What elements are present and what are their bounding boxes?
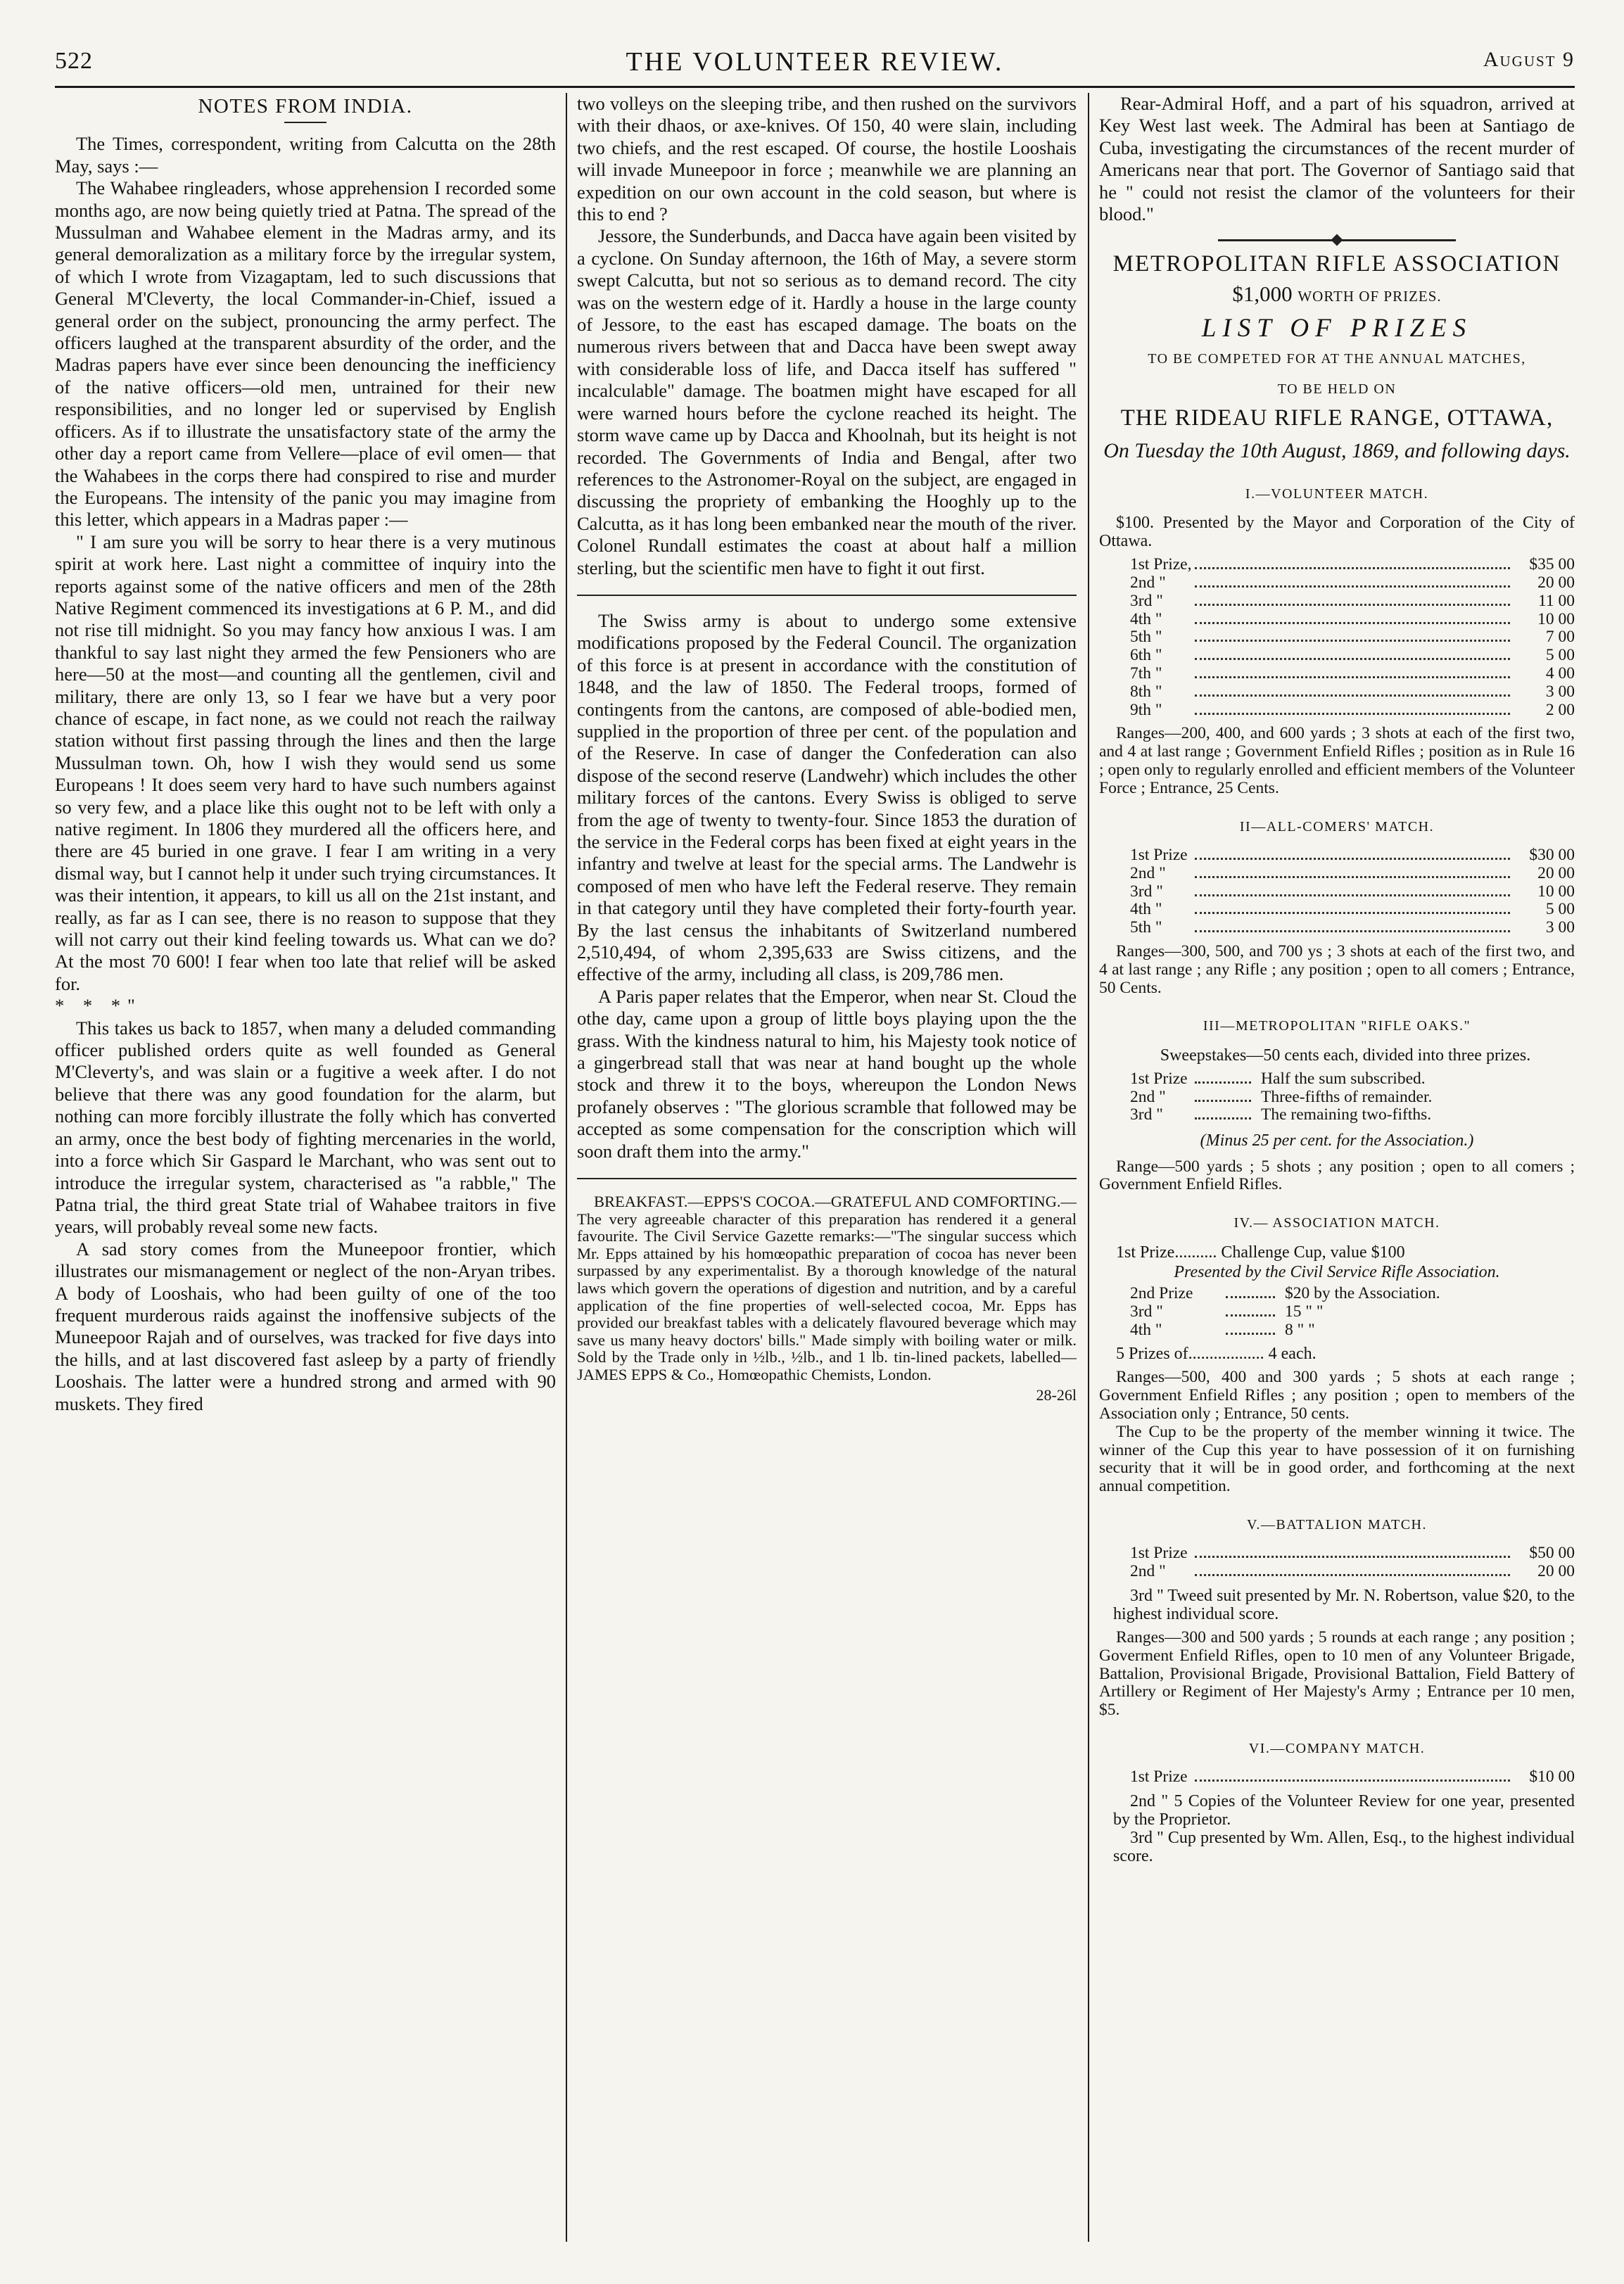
prize-row [1130, 919, 1575, 937]
prize-label: 6th " [1130, 646, 1162, 665]
prize-value: Half the sum subscribed. [1261, 1069, 1426, 1088]
match-rules: The Cup to be the property of the member winning it twice. The winner of the Cup this year to have possession of it on furnishing security that it will be in good order, and forthcoming at the next annual competition. [1099, 1422, 1575, 1496]
columns [55, 93, 1575, 2242]
prize-value: 10 00 [1537, 882, 1575, 901]
paragraph: Jessore, the Sunderbunds, and Dacca have again been visited by a cyclone. On Sunday afternoon, the 16th of May, a severe storm swept Calcutta, but not so serious as to demand record. The city was on the western edge of it. Hardly a house in the large county of Jessore, to the east has escaped damage. The boats on the numerous rivers between that and Dacca have been swept away with considerable loss of life, and Dacca itself has suffered " incalculable" damage. The boatmen might have escaped for all were warned hours before the cyclone reached its height. The storm wave came up by Dacca and Khoolnah, but its height is not recorded. The Governments of India and Bengal, after two references to the Astronomer-Royal on the subject, are engaged in discussing the propriety of embanking the Hooghly up to the Calcutta, as it has long been embanked near the mouth of the river. Colonel Rundall estimates the coast at about half a million sterling, but the scientific men have to fight it out first. [577, 225, 1077, 578]
prize-value: Three-fifths of remainder. [1261, 1087, 1433, 1106]
prize-row [1130, 592, 1575, 611]
prize-label: 5th " [1130, 918, 1162, 937]
prize-label: 3rd " [1130, 1302, 1163, 1321]
prize-value: $30 00 [1529, 846, 1575, 865]
prize-row [1130, 1106, 1575, 1124]
ornamental-rule [1099, 234, 1575, 246]
prize-row [1130, 683, 1575, 702]
prize-row [1130, 865, 1575, 883]
prize-label: 4th " [1130, 609, 1162, 628]
leader-dots [1226, 1296, 1275, 1298]
paragraph: A Paris paper relates that the Emperor, when near St. Cloud the othe day, came upon a group of little boys playing upon the the grass. With the kindness natural to him, his Majesty took notice of a gingerbread stall that was near at hand bought up the whole stock and threw it to the boys, whereupon the London News profanely observes : "The glorious scramble that followed may be accepted as some compensation for the conscription which will soon draft them into the army." [577, 985, 1077, 1162]
article-title: NOTES FROM INDIA. [198, 95, 413, 118]
page-number: 522 [55, 48, 93, 74]
prize-label: 2nd " [1130, 1087, 1166, 1106]
prize-row [1130, 702, 1575, 720]
prize-value: $50 00 [1529, 1544, 1575, 1563]
match-note: (Minus 25 per cent. for the Association.) [1200, 1131, 1474, 1150]
leader-dots [1195, 1100, 1251, 1102]
prize-worth [1099, 283, 1575, 307]
masthead-title: THE VOLUNTEER REVIEW. [626, 47, 1004, 77]
prize-line: 2nd " 5 Copies of the Volunteer Review for one year, presented by the Proprietor. [1113, 1792, 1575, 1829]
prize-amount: $1,000 [1232, 281, 1293, 306]
leader-dots [1195, 694, 1510, 697]
leader-dots [1195, 1779, 1510, 1782]
prize-value: 20 00 [1537, 863, 1575, 882]
match-rules: Ranges—500, 400 and 300 yards ; 5 shots at each range ; Government Enfield Rifles ; any position ; open to members of the Association only ; Entrance, 50 cents. [1099, 1368, 1575, 1423]
association-heading: METROPOLITAN RIFLE ASSOCIATION [1112, 251, 1561, 277]
prize-label: 1st Prize [1130, 1069, 1188, 1088]
column-rule [1088, 93, 1089, 2242]
prize-line: 3rd " Cup presented by Wm. Allen, Esq., to the highest individual score. [1113, 1829, 1575, 1866]
prize-label: 3rd " [1130, 882, 1163, 901]
paragraph: The Swiss army is about to undergo some extensive modifications proposed by the Federal Council. The organization of this force is at present in accordance with the constitution of 1848, and the law of 1850. The Federal troops, formed of contingents from the cantons, are composed of able-bodied men, supplied in the proportion of three per cent. of the population and of the Reserve. In case of danger the Confederation can also dispose of the second reserve (Landwehr) which includes the other military forces of the cantons. Every Swiss is obliged to serve from the age of twenty to twenty-four. Since 1853 the duration of the service in the Federal corps has been fixed at eight years in the infantry and twelve at least for the special arms. The Landwehr is composed of men who have left the Federal reserve. They remain in that category until they have completed their forty-fourth year. By the last census the inhabitants of Switzerland numbered 2,510,494, of whom 2,395,633 are Swiss citizens, and the effective of the army, including all class, is 209,786 men. [577, 609, 1077, 985]
prize-line: 1st Prize.......... Challenge Cup, value $100 [1116, 1243, 1405, 1262]
match-title: II—ALL-COMERS' MATCH. [1239, 818, 1435, 835]
prize-row [1130, 628, 1575, 647]
leader-dots [1195, 622, 1510, 624]
prize-label: 2nd " [1130, 573, 1166, 592]
paragraph: two volleys on the sleeping tribe, and then rushed on the survivors with their dhaos, or axe-knives. Of 150, 40 were slain, including two chiefs, and the rest escaped. Of course, the hostile Looshais will invade Muneepoor in force ; meanwhile we are planning an expedition on our own account in the cold season, but where is this to end ? [577, 93, 1077, 225]
paragraph: The Times, correspondent, writing from Calcutta on the 28th May, says :— [55, 133, 556, 177]
prize-label: 4th " [1130, 900, 1162, 919]
prize-label: 2nd " [1130, 863, 1166, 882]
prize-label: 1st Prize [1130, 1768, 1188, 1787]
leader-dots [1195, 1117, 1251, 1119]
prize-label: 9th " [1130, 700, 1162, 719]
match-title: VI.—COMPANY MATCH. [1248, 1740, 1426, 1756]
prize-list [1130, 1285, 1575, 1339]
list-title: LIST OF PRIZES [1201, 314, 1473, 343]
leader-dots [1195, 713, 1510, 715]
issue-date: August 9 [1483, 48, 1575, 71]
match-rules: Ranges—200, 400, and 600 yards ; 3 shots at each of the first two, and 4 at last range ; Government Enfield Rifles ; position as in Rule 16 ; open only to regularly enrolled and efficient members of the Volunteer Force ; Entrance, 25 Cents. [1099, 724, 1575, 797]
paragraph: " I am sure you will be sorry to hear there is a very mutinous spirit at work here. Last night a committee of inquiry into the reports against some of the native officers and men of the 28th Native Regiment commenced its investigations at 6 P. M., and did not rise till midnight. So you may fancy how anxious I was. I am thankful to say last night they armed the few Pensioners who are here—50 at the most—and counting all the gentlemen, civil and military, there are only 13, so I fear we have but a very poor chance of escape, in fact none, as we could not reach the railway station without first passing through the lines and then the large Mussulman town. Oh, how I wish they would send us some Europeans ! It does seem very hard to have such numbers against so very few, and a place like this ought not to be left with only a native regiment. In 1806 they murdered all the officers here, and there are 45 buried in one grave. I fear I am writing in a very dismal way, but I cannot help it under such trying circumstances. It was their intention, it appears, to kill us all on the 21st instant, and really, as far as I can see, there is no reason to suppose that they will not carry out their kind feeling towards us. What can we do? At the most 70 600! I fear when too late that relief will be asked for. [55, 531, 556, 994]
leader-dots [1195, 658, 1510, 660]
match-title: IV.— ASSOCIATION MATCH. [1233, 1215, 1440, 1231]
prize-row [1130, 1563, 1575, 1581]
prize-row [1130, 1321, 1575, 1340]
prize-label: 4th " [1130, 1320, 1162, 1339]
prize-row [1130, 901, 1575, 919]
prize-list [1130, 1768, 1575, 1787]
prize-value: $20 by the Association. [1285, 1284, 1440, 1303]
prize-label: 3rd " [1130, 1105, 1163, 1124]
prize-value: 7 00 [1545, 628, 1575, 647]
prize-value: 10 00 [1537, 609, 1575, 628]
prize-label: 7th " [1130, 664, 1162, 683]
prize-label: 1st Prize, [1130, 555, 1192, 574]
prize-label: 8th " [1130, 682, 1162, 701]
page-header [55, 44, 1575, 88]
paragraph: This takes us back to 1857, when many a deluded commanding officer published orders quite as well founded as General M'Cleverty's, and was slain or a fugitive a week after. I do not believe that there was any good foundation for the alarm, but nothing can more forcibly illustrate the folly which has converted an army, once the best body of fighting mercenaries in the world, into a force which Sir Gaspard le Marchant, who was sent out to introduce the irregular system, characterised as "a rabble," The Patna trial, the third great State trial of Wahabee traitors in five years, will probably reveal some new facts. [55, 1017, 556, 1238]
leader-dots [1195, 567, 1510, 569]
prize-row [1130, 1544, 1575, 1563]
prize-value: $35 00 [1529, 555, 1575, 574]
prize-value: 11 00 [1537, 591, 1575, 610]
leader-dots [1195, 1556, 1510, 1558]
prize-row [1130, 611, 1575, 629]
prize-label: 2nd Prize [1130, 1284, 1193, 1303]
article-separator [577, 595, 1077, 596]
title-rule [284, 122, 326, 123]
paragraph: A sad story comes from the Muneepoor frontier, which illustrates our mismanagement or neglect of the non-Aryan tribes. A body of Looshais, who had been guilty of one of the too frequent murderous raids against the inoffensive subjects of the Muneepoor Rajah and of ourselves, was tracked for five days into the hills, and at last discovered fast asleep by a party of friendly Looshais. The latter were a hundred strong and armed with 90 muskets. They fired [55, 1238, 556, 1414]
prize-label: 1st Prize [1130, 1544, 1188, 1563]
column-3 [1099, 93, 1575, 2242]
leader-dots [1195, 640, 1510, 642]
column-1 [55, 93, 556, 2242]
prize-line: 3rd " Tweed suit presented by Mr. N. Robertson, value $20, to the highest individual score. [1113, 1587, 1575, 1623]
match-rules: Range—500 yards ; 5 shots ; any position ; open to all comers ; Government Enfield Rifles. [1099, 1157, 1575, 1194]
prize-value: 3 00 [1545, 682, 1575, 701]
match-title: I.—VOLUNTEER MATCH. [1245, 486, 1429, 502]
prize-row [1130, 647, 1575, 665]
match-intro: Sweepstakes—50 cents each, divided into three prizes. [1160, 1046, 1531, 1065]
leader-dots [1195, 912, 1510, 914]
match-date: On Tuesday the 10th August, 1869, and following days. [1103, 438, 1571, 462]
paragraph: The Wahabee ringleaders, whose apprehension I recorded some months ago, are now being quietly tried at Patna. The spread of the Mussulman and Wahabee element in the Madras army, and its general demoralization as a military force by the irregular system, of which I wrote from Vizagaptam, led to such discussions that General M'Cleverty, the local Commander-in-Chief, issued a general order on the subject, pronouncing the army perfect. The officers laughed at the transparent absurdity of the order, and the Madras papers have ever since been denouncing the inefficiency of the native officers—old men, untrained for their new responsibilities, and no longer led or supervised by English officers. As if to illustrate the unsatisfactory state of the army the other day a report came from Vellere—place of evil omen— that the Wahabees in the corps there had conspired to rise and murder the Europeans. The intensity of the panic you may imagine from this letter, which appears in a Madras paper :— [55, 177, 556, 531]
advertisement-ref: 28-26l [1036, 1385, 1077, 1404]
prize-value: 5 00 [1545, 900, 1575, 919]
prize-value: 3 00 [1545, 918, 1575, 937]
prize-row [1130, 574, 1575, 592]
leader-dots [1195, 894, 1510, 896]
prize-label: 1st Prize [1130, 846, 1188, 865]
competed-line: TO BE COMPETED FOR AT THE ANNUAL MATCHES, [1148, 350, 1526, 367]
advertisement-text: BREAKFAST.—EPPS'S COCOA.—GRATEFUL AND COMFORTING.—The very agreeable character of this preparation has rendered it a general favourite. The Civil Service Gazette remarks:—"The singular success which Mr. Epps attained by his homœopathic preparation of cocoa has never been surpassed by any experimentalist. By a thorough knowledge of the natural laws which govern the operations of digestion and nutrition, and by a careful application of the fine properties of well-selected cocoa, Mr. Epps has provided our breakfast tables with a delicately flavoured beverage which may save us many heavy doctors' bills." Made simply with boiling water or milk. Sold by the Trade only in ½lb., ½lb., and 1 lb. tin-lined packets, labelled—JAMES EPPS & Co., Homœopathic Chemists, London. [577, 1193, 1077, 1384]
leader-dots [1226, 1333, 1275, 1335]
prize-value: 4 00 [1545, 664, 1575, 683]
prize-label: 2nd " [1130, 1562, 1166, 1581]
prize-row [1130, 1768, 1575, 1787]
leader-dots [1226, 1314, 1275, 1317]
prize-value: 20 00 [1537, 1562, 1575, 1581]
prize-row [1130, 1089, 1575, 1107]
leader-dots [1195, 585, 1510, 588]
match-title: V.—BATTALION MATCH. [1247, 1517, 1427, 1533]
prize-line: 5 Prizes of.................. 4 each. [1116, 1345, 1317, 1364]
prize-value: $10 00 [1529, 1768, 1575, 1787]
paragraph: Rear-Admiral Hoff, and a part of his squadron, arrived at Key West last week. The Admiral has been at Santiago de Cuba, investigating the circumstances of the recent murder of Americans near that port. The Governor of Santiago said that he " could not resist the clamor of the volunteers for their blood." [1099, 93, 1575, 225]
leader-dots [1195, 876, 1510, 878]
column-2 [577, 93, 1077, 2242]
prize-value: 8 " " [1285, 1320, 1315, 1339]
prize-row [1130, 1303, 1575, 1321]
held-on-line: TO BE HELD ON [1277, 381, 1397, 398]
prize-value: 15 " " [1285, 1302, 1324, 1321]
match-title: III—METROPOLITAN "RIFLE OAKS." [1203, 1018, 1471, 1034]
prize-value: 2 00 [1545, 700, 1575, 719]
prize-row [1130, 556, 1575, 574]
leader-dots [1195, 1081, 1251, 1084]
prize-list [1130, 1070, 1575, 1124]
match-intro: $100. Presented by the Mayor and Corporation of the City of Ottawa. [1099, 514, 1575, 551]
prize-row [1130, 1070, 1575, 1089]
prize-value: The remaining two-fifths. [1261, 1105, 1432, 1124]
prize-list [1130, 1544, 1575, 1581]
leader-dots [1195, 858, 1510, 860]
leader-dots [1195, 930, 1510, 932]
article-separator [577, 1178, 1077, 1179]
prize-row [1130, 846, 1575, 865]
prize-worth-label: WORTH OF PRIZES. [1298, 287, 1442, 305]
prize-value: 20 00 [1537, 573, 1575, 592]
prize-list [1130, 846, 1575, 937]
prize-row [1130, 1285, 1575, 1303]
match-rules: Ranges—300, 500, and 700 ys ; 3 shots at each of the first two, and 4 at last range ; any Rifle ; any position ; open to all comers ; Entrance, 50 Cents. [1099, 942, 1575, 997]
prize-list [1130, 556, 1575, 719]
prize-row [1130, 665, 1575, 683]
leader-dots [1195, 1574, 1510, 1576]
leader-dots [1195, 604, 1510, 606]
prize-row [1130, 883, 1575, 901]
presented-by: Presented by the Civil Service Rifle Association. [1174, 1262, 1500, 1281]
prize-label: 3rd " [1130, 591, 1163, 610]
column-rule [566, 93, 567, 2242]
leader-dots [1195, 676, 1510, 678]
ellipsis-stars: * * *" [55, 995, 142, 1017]
range-name: THE RIDEAU RIFLE RANGE, OTTAWA, [1120, 405, 1554, 431]
prize-label: 5th " [1130, 628, 1162, 647]
prize-value: 5 00 [1545, 646, 1575, 665]
match-rules: Ranges—300 and 500 yards ; 5 rounds at each range ; any position ; Goverment Enfield Rifles, open to 10 men of any Volunteer Brigade, Battalion, Provisional Brigade, Provisional Battalion, Field Battery of Artillery or Regiment of Her Majesty's Army ; Entrance per 10 men, $5. [1099, 1628, 1575, 1720]
